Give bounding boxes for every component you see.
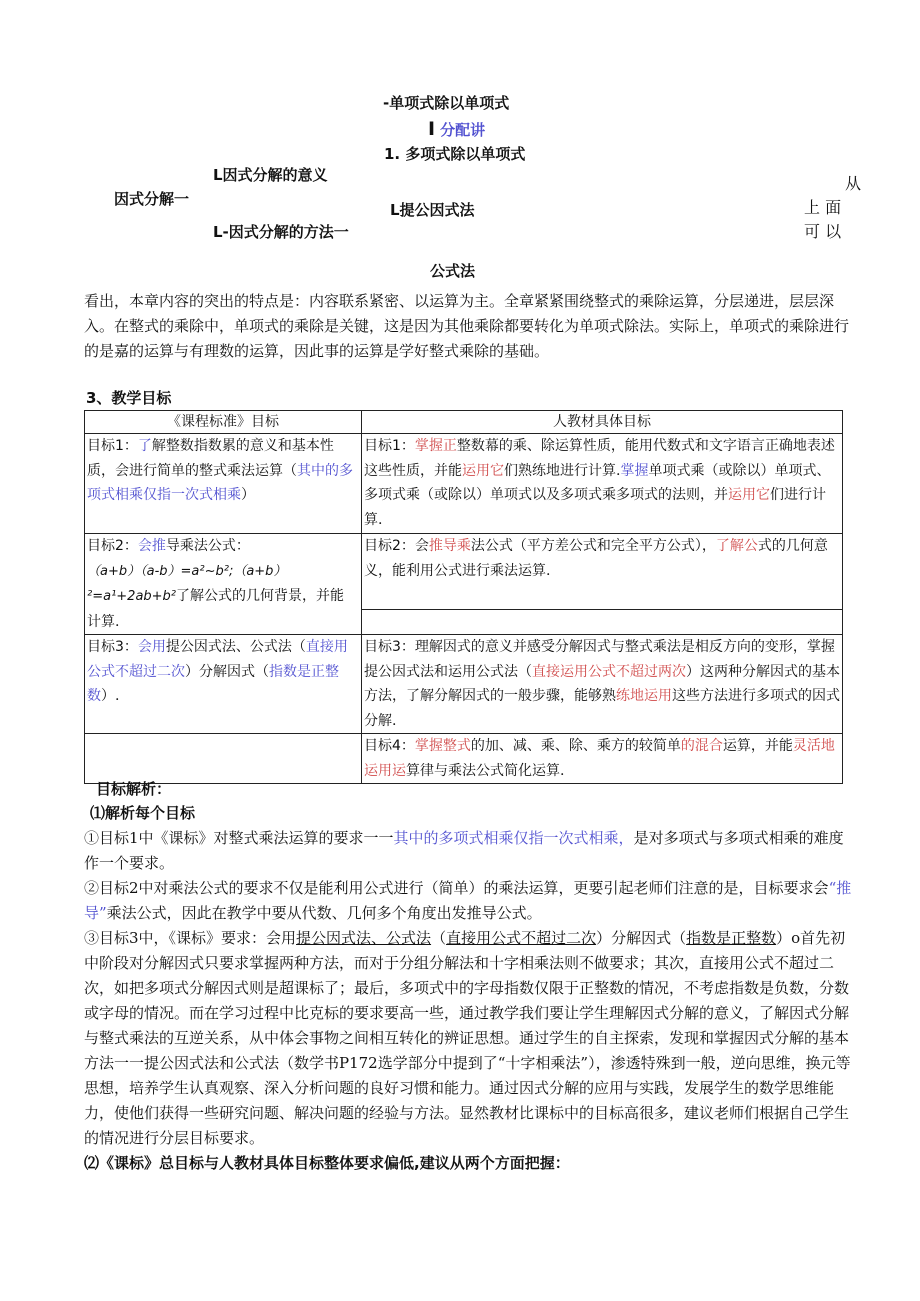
analysis-body [84,826,854,1176]
diagram-line-7: L-因式分解的方法一 [213,223,349,241]
goals-table [84,410,843,784]
header-textbook: 人教材具体目标 [362,411,843,434]
side-text-1: 从 [845,174,862,193]
side-text-3: 可 以 [804,222,842,241]
diagram-line-6: L提公因式法 [390,201,475,219]
analysis-subtitle-2: ⑵《课标》总目标与人教材具体目标整体要求偏低,建议从两个方面把握： [84,1154,570,1172]
table-header-row [85,411,843,434]
table-row [85,434,843,534]
analysis-title: 目标解析： [96,780,172,798]
diagram-line-1: -单项式除以单项式 [383,94,510,112]
intro-paragraph [84,289,854,364]
cell-textbook-goal-4: 目标4：掌握整式的加、减、乘、除、乘方的较简单的混合运算，并能灵活地运用运算律与乘法公式简化运算. [362,734,843,784]
section-title: 3、教学目标 [86,389,172,407]
cell-textbook-goal-3: 目标3：理解因式的意义并感受分解因式与整式乘法是相反方向的变形，掌握提公因式法和运用公式法（直接运用公式不超过两次）这两种分解因式的基本方法，了解分解因式的一般步骤，能够熟练地运用这些方法进行多项式的因式分解. [362,635,843,734]
diagram-line-4: L因式分解的意义 [213,166,328,184]
diagram-line-8: 公式法 [430,262,476,280]
diagram-line-2-text: 分配讲 [440,121,486,139]
analysis-para-2: ②目标2中对乘法公式的要求不仅是能利用公式进行（简单）的乘法运算，更要引起老师们注意的是，目标要求会“推导”乘法公式，因此在教学中要从代数、几何多个角度出发推导公式。 [84,879,852,922]
diagram-line-3: 1. 多项式除以单项式 [384,145,526,163]
cell-empty [85,734,362,784]
header-curriculum: 《课程标准》目标 [85,411,362,434]
side-text-2: 上 面 [804,198,842,217]
cell-curriculum-goal-1: 目标1：了解整数指数累的意义和基本性质，会进行简单的整式乘法运算（其中的多项式相乘仅指一次式相乘） [85,434,362,534]
table-row [85,534,843,610]
analysis-para-1: ①目标1中《课标》对整式乘法运算的要求一一其中的多项式相乘仅指一次式相乘，是对多项式与多项式相乘的难度作一个要求。 [84,829,844,872]
cell-textbook-goal-1: 目标1：掌握正整数幕的乘、除运算性质，能用代数式和文字语言正确地表述这些性质，并能运用它们熟练地进行计算.掌握单项式乘（或除以）单项式、多项式乘（或除以）单项式以及多项式乘多项式的法则，并运用它们进行计算. [362,434,843,534]
cell-empty [362,610,843,635]
cell-curriculum-goal-2: 目标2：会推导乘法公式： （a+b）（a-b）=a²~b²;（a+b） ²=a¹+2ab+b²了解公式的几何背景，并能 [85,534,362,610]
analysis-subtitle-1: ⑴解析每个目标 [90,804,196,822]
diagram-line-5: 因式分解一 [114,190,190,208]
cell-curriculum-goal-2-cont: 计算. [85,610,362,635]
table-row [85,610,843,635]
table-row [85,734,843,784]
cell-curriculum-goal-3: 目标3：会用提公因式法、公式法（直接用公式不超过二次）分解因式（指数是正整数）. [85,635,362,734]
diagram-mark: I [428,118,436,140]
cell-textbook-goal-2: 目标2：会推导乘法公式（平方差公式和完全平方公式），了解公式的几何意义，能利用公式进行乘法运算. [362,534,843,610]
intro-text: 看出，本章内容的突出的特点是：内容联系紧密、以运算为主。全章紧紧围绕整式的乘除运算，分层递进，层层深入。在整式的乘除中，单项式的乘除是关键，这是因为其他乘除都要转化为单项式除法。实际上，单项式的乘除进行的是嘉的运算与有理数的运算，因此事的运算是学好整式乘除的基础。 [84,292,850,360]
analysis-para-3: ③目标3中，《课标》要求：会用提公因式法、公式法（直接用公式不超过二次）分解因式（指数是正整数）o首先初中阶段对分解因式只要求掌握两种方法，而对于分组分解法和十字相乘法则不做要求；其次，直接用公式不超过二次，如把多项式分解因式则是超课标了；最后，多项式中的字母指数仅限于正整数的情况，不考虑指数是负数，分数或字母的情况。而在学习过程中比克标的要求要高一些，通过教学我们要让学生理解因式分解的意义，了解因式分解与整式乘法的互逆关系，从中体会事物之间相互转化的辨证思想。通过学生的自主探索，发现和掌握因式分解的基本方法一一提公因式法和公式法（数学书P172选学部分中提到了“十字相乘法”），渗透特殊到一般，逆向思维，换元等思想，培养学生认真观察、深入分析问题的良好习惯和能力。通过因式分解的应用与实践，发展学生的数学思维能力，使他们获得一些研究问题、解决问题的经验与方法。显然教材比课标中的目标高很多，建议老师们根据自己学生的情况进行分层目标要求。 [84,929,851,1147]
diagram-line-2 [428,118,485,140]
table-row [85,635,843,734]
